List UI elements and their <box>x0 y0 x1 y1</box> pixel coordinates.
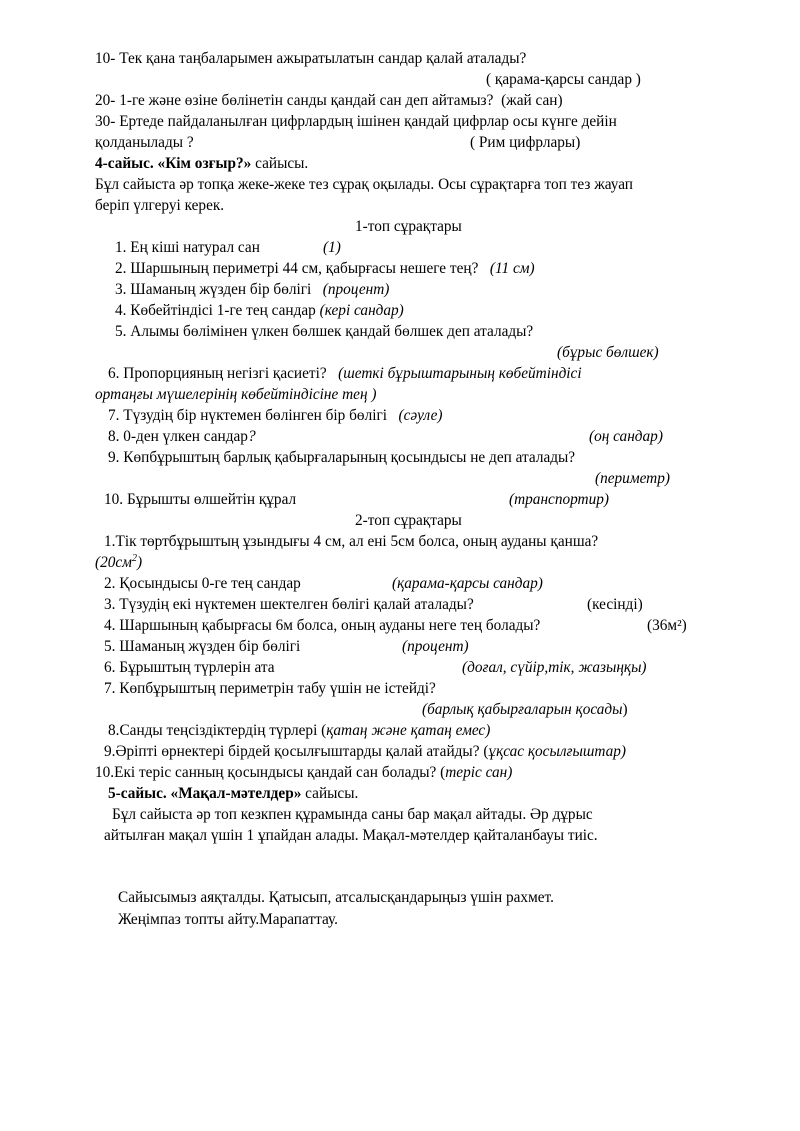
group2-a6: (доғал, сүйір,тік, жазыңқы) <box>462 659 647 676</box>
group2-q9 <box>104 742 626 762</box>
group2-a7 <box>422 700 628 720</box>
top-question-30-line1: 30- Ертеде пайдаланылған цифрлардың ішінен қандай цифрлар осы күнге дейін <box>95 113 617 130</box>
game4-title-suffix: сайысы. <box>251 155 309 172</box>
group1-q4 <box>115 301 404 321</box>
answer-text: (жай сан) <box>501 92 563 109</box>
group2-a2: (қарама-қарсы сандар) <box>392 575 543 592</box>
answer-text: (барлық қабырғаларын қосады <box>422 701 623 718</box>
game4-intro-line2: беріп үлгеруі керек. <box>95 197 225 214</box>
answer-text: (сәуле) <box>398 407 443 424</box>
group2-q4: 4. Шаршының қабырғасы 6м болса, оның ауданы неге тең болады? <box>104 617 541 634</box>
group1-a8: (оң сандар) <box>589 428 663 445</box>
answer-close: ) <box>136 554 143 571</box>
question-text: 8. 0-ден үлкен сандар <box>108 428 248 445</box>
closing-line2: Жеңімпаз топты айту.Марапаттау. <box>118 911 338 928</box>
question-text: 6. Пропорцияның негізгі қасиеті? <box>108 365 327 382</box>
group2-q10 <box>95 763 512 783</box>
answer-superscript: 2 <box>131 552 137 564</box>
group2-a4: (36м²) <box>647 617 687 634</box>
group1-q3 <box>115 280 389 300</box>
group2-q3: 3. Түзудің екі нүктемен шектелген бөлігі қалай аталады? <box>104 596 474 613</box>
group1-a5: (бұрыс бөлшек) <box>557 344 659 361</box>
game5-title: 5-сайыс. «Мақал-мәтелдер» <box>108 785 302 802</box>
question-text: 2. Шаршының периметрі 44 см, қабырғасы нешеге тең? <box>115 260 479 277</box>
top-answer-10: ( қарама-қарсы сандар ) <box>486 71 641 88</box>
question-text: 10.Екі теріс санның қосындысы қандай сан болады? ( <box>95 764 446 781</box>
group2-q8 <box>108 721 490 741</box>
question-text: 3. Шаманың жүзден бір бөлігі <box>115 281 312 298</box>
game5-title-suffix: сайысы. <box>301 785 359 802</box>
question-text: 9.Әріпті өрнектері бірдей қосылғыштарды қалай атайды? ( <box>104 743 489 760</box>
answer-text: (кері сандар) <box>319 302 404 319</box>
answer-text: ұқсас қосылғыштар) <box>488 743 627 760</box>
group1-q10: 10. Бұрышты өлшейтін құрал <box>104 491 297 508</box>
question-text: 4. Көбейтіндісі 1-ге тең сандар <box>115 302 316 319</box>
game4-intro-line1: Бұл сайыста әр топқа жеке-жеке тез сұрақ оқылады. Осы сұрақтарға топ тез жауап <box>95 176 633 193</box>
answer-text: теріс сан) <box>445 764 513 781</box>
group2-q2: 2. Қосындысы 0-ге тең сандар <box>104 575 301 592</box>
group2-q7: 7. Көпбұрыштың периметрін табу үшін не істейді? <box>104 680 436 697</box>
question-text: 20- 1-ге және өзіне бөлінетін санды қандай сан деп айтамыз? <box>95 92 494 109</box>
answer-text: (20см <box>95 554 132 571</box>
group1-q5: 5. Алымы бөлімінен үлкен бөлшек қандай бөлшек деп аталады? <box>115 323 534 340</box>
top-question-30-line2: қолданылады ? <box>95 134 194 151</box>
group1-q6 <box>108 364 582 384</box>
group1-title: 1-топ сұрақтары <box>355 218 462 235</box>
question-text: 8.Санды теңсіздіктердің түрлері ( <box>108 722 327 739</box>
group1-q8 <box>108 427 256 447</box>
top-question-20 <box>95 91 563 111</box>
group1-q2 <box>115 259 535 279</box>
answer-text: (шеткі бұрыштарының көбейтіндісі <box>338 365 582 382</box>
group1-a6-line2: ортаңғы мүшелерінің көбейтіндісіне тең ) <box>95 386 377 403</box>
top-answer-30: ( Рим цифрлары) <box>470 134 581 151</box>
group2-a5: (процент) <box>402 638 469 655</box>
group1-a1: (1) <box>323 239 341 256</box>
answer-text: (11 см) <box>489 260 535 277</box>
question-mark: ? <box>247 428 256 445</box>
group2-a1 <box>95 553 142 573</box>
answer-text: қатаң және қатаң емес) <box>326 722 491 739</box>
question-text: 7. Түзудің бір нүктемен бөлінген бір бөлігі <box>108 407 387 424</box>
answer-close: ) <box>622 701 628 718</box>
group1-q1: 1. Ең кіші натурал сан <box>115 239 260 256</box>
game5-heading <box>108 784 358 804</box>
group1-q9: 9. Көпбұрыштың барлық қабырғаларының қосындысы не деп аталады? <box>108 449 576 466</box>
group1-a10: (транспортир) <box>509 491 609 508</box>
game4-heading <box>95 154 308 174</box>
group2-title: 2-топ сұрақтары <box>355 512 462 529</box>
game4-title: 4-сайыс. «Кім озғыр?» <box>95 155 252 172</box>
game5-intro-line2: айтылған мақал үшін 1 ұпайдан алады. Мақал-мәтелдер қайталанбауы тиіс. <box>104 827 598 844</box>
answer-text: (процент) <box>322 281 390 298</box>
question-text: 10- Тек қана таңбаларымен ажыратылатын сандар қалай аталады? <box>95 50 527 67</box>
group2-q5: 5. Шаманың жүзден бір бөлігі <box>104 638 301 655</box>
group2-q1: 1.Тік төртбұрыштың ұзындығы 4 см, ал ені 5см болса, оның ауданы қанша? <box>104 533 599 550</box>
group1-q7 <box>108 406 442 426</box>
group1-a9: (периметр) <box>595 470 670 487</box>
closing-line1: Сайысымыз аяқталды. Қатысып, атсалысқандарыңыз үшін рахмет. <box>118 889 554 906</box>
game5-intro-line1: Бұл сайыста әр топ кезкпен құрамында саны бар мақал айтады. Әр дұрыс <box>112 806 593 823</box>
top-question-10 <box>95 49 526 69</box>
group2-a3: (кесінді) <box>587 596 643 613</box>
group2-q6: 6. Бұрыштың түрлерін ата <box>104 659 275 676</box>
